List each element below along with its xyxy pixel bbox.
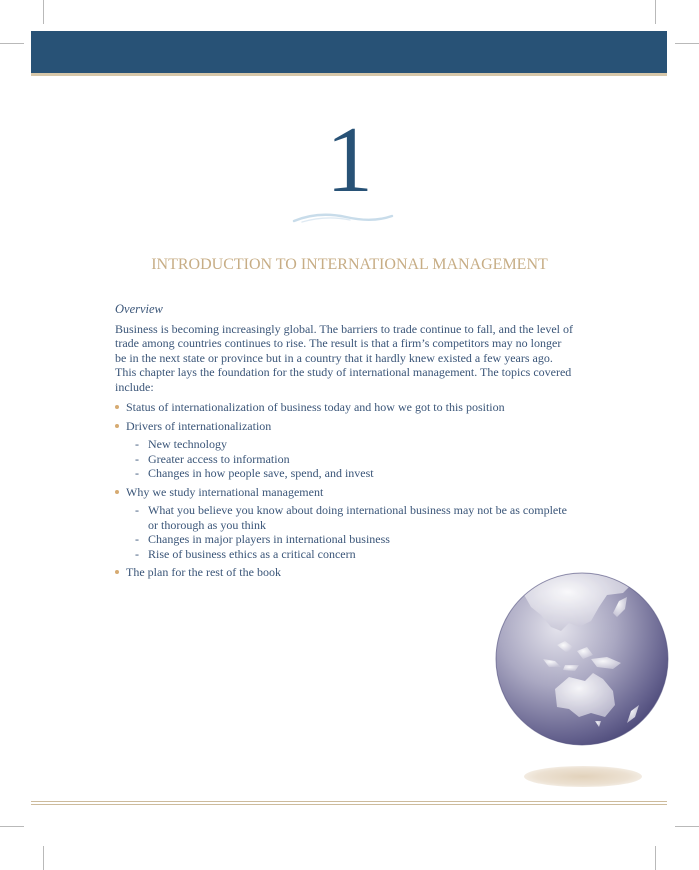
subtopic-label: Rise of business ethics as a critical concern xyxy=(148,546,356,561)
topic-label: Drivers of internationalization xyxy=(126,418,272,433)
crop-mark-left-top xyxy=(0,43,24,44)
chapter-number: 1 xyxy=(326,108,373,212)
topic-item xyxy=(115,400,573,415)
dot-bullet-icon xyxy=(115,424,119,428)
chapter-title: INTRODUCTION TO INTERNATIONAL MANAGEMENT xyxy=(151,256,548,273)
dash-bullet-icon: - xyxy=(135,451,139,466)
dash-bullet-icon: - xyxy=(135,546,139,561)
footer-rule-bottom xyxy=(31,804,667,805)
overview-heading: Overview xyxy=(115,302,163,316)
subtopic-label: Greater access to information xyxy=(148,451,290,466)
overview-intro: Business is becoming increasingly global. The barriers to trade continue to fall, and the level of trade among countries continues to rise. The result is that a firm’s competitors may no longer be in the next state or province but in a country that it hardly knew existed a few years ago. This chapter lays the foundation for the study of international management. The topics covered include: xyxy=(115,321,573,394)
topic-label: Status of internationalization of business today and how we got to this position xyxy=(126,400,505,414)
crop-mark-right-bottom xyxy=(675,826,699,827)
dash-bullet-icon: - xyxy=(135,466,139,480)
subtopic-item xyxy=(126,547,573,562)
subtopic-label: Changes in major players in international business xyxy=(148,532,390,546)
subtopic-label: New technology xyxy=(148,437,227,451)
header-rule xyxy=(31,73,667,76)
topic-label: Why we study international management xyxy=(126,484,324,499)
dot-bullet-icon xyxy=(115,570,119,574)
topic-item xyxy=(115,419,573,481)
subtopic-item xyxy=(126,503,573,532)
crop-mark-left-bottom xyxy=(0,826,24,827)
subtopic-list xyxy=(126,437,573,481)
dash-bullet-icon: - xyxy=(135,437,139,451)
crop-mark-top-right xyxy=(655,0,656,24)
subtopic-item xyxy=(126,437,573,452)
topic-label: The plan for the rest of the book xyxy=(126,565,281,579)
subtopic-label: What you believe you know about doing international business may not be as complete or thorough as you think xyxy=(148,503,567,532)
chapter-overview xyxy=(115,302,573,584)
chapter-header-bar xyxy=(31,31,667,73)
subtopic-item xyxy=(126,452,573,467)
dot-bullet-icon xyxy=(115,490,119,494)
footer-rule-top xyxy=(31,801,667,802)
subtopic-item xyxy=(126,532,573,547)
subtopic-label: Changes in how people save, spend, and invest xyxy=(148,466,374,480)
topic-list xyxy=(115,400,573,580)
globe-shadow xyxy=(524,766,642,787)
dash-bullet-icon: - xyxy=(135,503,139,517)
crop-mark-bottom-left xyxy=(43,846,44,870)
dash-bullet-icon: - xyxy=(135,532,139,546)
crop-mark-right-top xyxy=(675,43,699,44)
crop-mark-top-left xyxy=(43,0,44,24)
topic-item xyxy=(115,485,573,562)
subtopic-list xyxy=(126,503,573,561)
globe-illustration xyxy=(495,571,669,747)
crop-mark-bottom-right xyxy=(655,846,656,870)
subtopic-item xyxy=(126,466,573,481)
dot-bullet-icon xyxy=(115,405,119,409)
wave-ornament-icon xyxy=(292,209,396,225)
